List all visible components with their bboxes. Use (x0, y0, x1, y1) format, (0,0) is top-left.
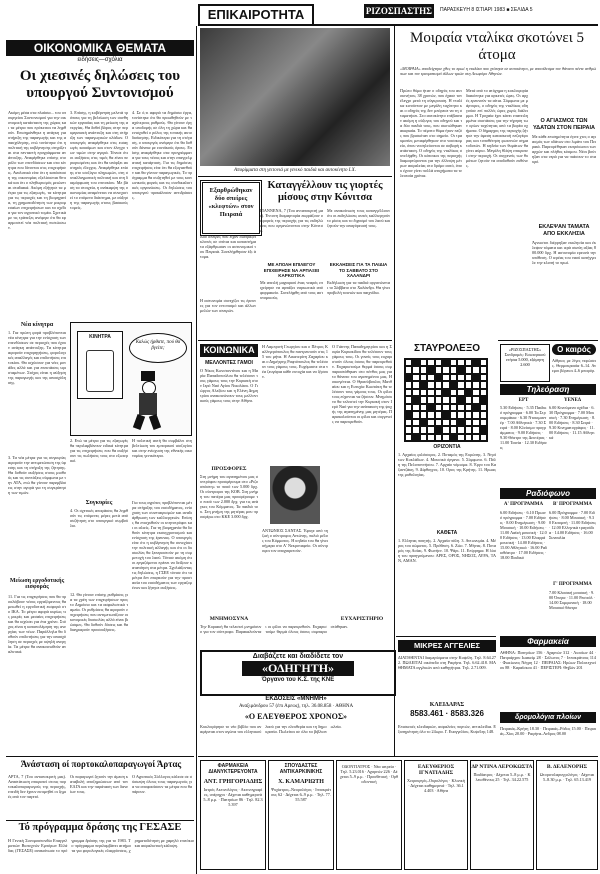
classifieds-body: ΔΙΑΤΙΘΕΝΤΑΙ διαμερίσματα στην Κυψέλη. Τηλ. 8.64.272. ΠΩΛΕΙΤΑΙ οικόπεδο στη Ραφήνα. Τηλ. 6.62.418. ΜΑΘΗΜΑΤΑ αγγλικών από καθηγήτρια. Τηλ. 2.71.009. (398, 655, 496, 670)
social-body-4: ΑΝΤΩΝΙΟΣ ΣΑΝΤΑΣ. Έφυγε από τη ζωή ο σύντροφος Αντώνης, παλιό μέλος του Κόμματος. Η κηδεία του θα γίνει σήμερα στο Α' Νεκροταφείο. Οι σύντροφοι τον αποχαιρετούν. (262, 528, 328, 553)
social-body-5: Ο Γιάννης Παπαδημητρίου και η Σοφία Κυριακίδου θα τελέσουν τους γάμους τους. Οι γονείς τους ευχαριστούν όλους όσους θα παρευρεθούν. Ευχαριστούμε θερμά όσους συμπαραστάθηκαν στο πένθος μας για το θάνατο του αγαπημένου μας. Η οικογένεια. Ο Θρασύβουλος Ματθαίου και η Ευτυχία Κωστάκη θα τελέσουν τους γάμους τους. Οι φίλοι τους εύχονται να ζήσουν. Μνημόσυνο θα τελεστεί την Κυριακή στον Ιερό Ναό για την ανάπαυση της ψυχής της αγαπημένης μας μητέρας. Παρακαλούνται οι φίλοι και συγγενείς να παρευρεθούν. (332, 344, 392, 424)
right-sub-2: ΕΚΛΕΨΑΝ ΤΑΜΑΤΑ ΑΠΟ ΕΚΚΛΗΣΙΑ (538, 224, 590, 237)
left-subhead-2: Συγκυρίες (85, 500, 113, 506)
rubric-sub: ειδήσεις—σχόλια (77, 57, 123, 63)
cartoon-sign-text: ΚΙΝΗΤΡΑ (89, 334, 111, 340)
mid-sub-2: ΕΚΚΛΗΣΕΙΣ ΓΙΑ ΤΑ ΠΑΙΔΙΑ ΤΟ ΣΑΒΒΑΤΟ ΣΤΟ ΧΑΛΑΝΔΡΙ (329, 262, 388, 278)
ships-banner: δρομολόγια πλοίων (500, 712, 596, 723)
left-rule-2 (6, 820, 194, 821)
police-box (200, 180, 262, 236)
tv-list-2: 6.00 Κινούμενα σχέδια · 6.30 Πρόγραμμα · 7.00 Μουσική · 7.30 Ενημέρωση · 8.00 Ειδήσεις · 8.30 Σειρά · 9.30 Κινηματογράφος · 11.00 Ειδήσεις · 11.15 Αθλητικά (549, 405, 596, 440)
footer-ad-2-name: Χ. ΚΑΜΑΡΙΩΤΗ (278, 779, 324, 785)
left-body-4: 1. Για πρώτη φορά προβλέπονται νέα κίνητρα για την ενίσχυση των επενδύσεων σε περιοχές που έχουν ανάγκη ανάπτυξης. Τα κίνητρα αφορούν επιχορηγήσεις, φορολογικές απαλλαγές και επιδοτήσεις επιτοκίου. Θα ισχύσουν για νέες μονάδες αλλά και για επεκτάσεις υφισταμένων. Στόχος είναι η αύξηση της παραγωγής και της απασχόλησης. (8, 330, 66, 385)
footer-ad-5-name: ΔΡ ΝΤΙΝΑ ΛΕΡΟΚΩΣΤΑ (471, 764, 533, 770)
left-body-12: ΑΡΤΑ, 7 (Του ανταποκριτή μας). Αναστάτωση επικρατεί στους πορτοκαλοπαραγωγούς της περιοχής, επειδή δεν έχουν εκτιμηθεί οι ζημιές από τον παγετό. (8, 774, 66, 799)
footer-ad-5-body: Παιδίατρος · Δέχεται 5–8 μ.μ. · Κλεισθένους 25 · Τηλ. 34.22.575 (473, 772, 531, 782)
pub-line: ΕΚΔΟΣΕΙΣ «ΜΝΗΜΗ» (265, 696, 327, 702)
mid-body-1: ΓΙΑΝΝΕΝΑ, 7 (Του ανταποκριτή μας). Έντονη διαμαρτυρία εκφράζουν οι φορείς της περιοχής για τις εκδηλώσεις που οργανώνονται στην Κόνιτσα. (260, 208, 323, 233)
mid-body-3: Με απειλή μαχαιριού ένας νεαρός επιχείρησε να αρπάξει ναρκωτικά από φαρμακείο. Συνελήφθη από τους αστυνομικούς. (260, 280, 323, 300)
left-rule-1 (6, 756, 194, 757)
footer-ad-6 (536, 760, 598, 870)
mid-rule-2 (198, 340, 392, 341)
left-headline: Οι χιεσινές δηλώσεις του υπουργού Συντονισμού (19, 68, 181, 101)
footer-ad-1-name: ΑΝΤ. ΓΡΗΓΟΡΙΑΔΗΣ (203, 779, 263, 785)
mid-sub-1: ΜΕ ΑΠΟΛΗ ΕΠΙΛΕΓΟΥ ΕΠΙΧΕΙΡΗΣΕ ΝΑ ΑΡΠΑΞΕΙ ΚΑΡΚΟΤΙΚΑ (263, 262, 320, 278)
left-body-2: 3. Επίσης, η κυβέρνηση μελετά τρόπους για τη βελτίωση των συνθηκών εργασίας και τη μείωση της ανεργίας. Θα δοθεί βάρος στην περιφερειακή ανάπτυξη και στη στήριξη των παραγωγικών κλάδων. Ο υπουργός αναφέρθηκε στις εισαγωγές καυσίμων και στον έλεγχο των τιμών στην αγορά. Τόνισε ότι οι αυξήσεις στις τιμές θα είναι περιορισμένες και ότι θα υπάρξει αυστηρός έλεγχος. Αναφέρθηκε επίσης στο ισοζύγιο πληρωμών, στη συναλλαγματική πολιτική και στη διαμόρφωση του επιτοκίου. Με βάση τα στοιχεία, η ανάκαμψη της οικονομίας αναμένεται να συνεχιστεί το επόμενο διάστημα, με αύξηση της παραγωγής στους βασικούς τομείς. (70, 110, 128, 210)
footer-ad-1-title: ΦΑΡΜΑΚΕΙΑ ΔΙΑΝΥΚΤΕΡΕΥΟΝΤΑ (208, 763, 258, 775)
tv-list-1: 5.30 Ειδήσεις · 5.35 Παιδικό πρόγραμμα · 6.00 Τα Στρουμφάκια · 6.30 Ντοκιμαντέρ · 7.00 Αθλητικά · 7.30 Σειρά · 8.00 Κλείσιμο προγράμματος · 9.00 Ειδήσεις · 9.30 Θέατρο της Δευτέρας · 11.00 Ταινία · 12.30 Ειδήσεις (500, 405, 547, 450)
left-bottom-headline-2: Τό πρόγραμμα δράσης της ΓΕΣΑΣΕ (18, 822, 182, 833)
crossword-clues-2: 1. Ελληνας ποιητής. 2. Αρχαία πόλη. 3. Αντωνυμία. 4. Μέρος του σώματος. 5. Πρόθεση. 6. Ζώο. 7. Μήνας. 8. Ποταμός της Ασίας. 9. Φωνήεν. 10. Ψάρι. 11. Επίρρημα. Η λύση του προηγούμενου: ΑΡΕΣ, ΟΡΟΣ, ΝΗΣΟΣ, ΛΥΡΑ, ΤΑΝ, ΑΜΑΝ. (398, 538, 496, 563)
pub-body: Κυκλοφόρησε το νέο βιβλίο που αναφέρεται στον αγώνα του ελληνικού λαού για την ελευθερία και τη δημοκρατία. Πωλείται σε όλα τα βιβλιοπωλεία. (200, 724, 342, 734)
left-body-10: 11. Για τις επιχειρήσεις που θα προσλάβουν νέους εργαζόμενους θα μειωθεί η εργοδοτική εισφορά στο ΙΚΑ. Το μέτρο αφορά κυρίως τις μικρές και μεσαίες επιχειρήσεις και θα ισχύσει για ένα χρόνο. Στόχος είναι η καταπολέμηση της ανεργίας των νέων. Παράλληλα θα δοθούν επιδοτήσεις για την απασχόληση σε περιοχές με υψηλή ανεργία. Τα μέτρα θα ανακοινωθούν αναλυτικά. (8, 594, 66, 654)
right-body-3: Με κάθε επισημότητα έγινε χτες ο αγιασμός των υδάτων στο λιμάνι του Πειραιά. Παρευρέθηκαν εκπρόσωποι των αρχών και πλήθος κόσμου. Νέοι βούτηξαν στα νερά για να πιάσουν το σταυρό. (532, 134, 596, 164)
radio-list-1: 6.00 Ειδήσεις · 6.10 Πρωινό πρόγραμμα · 7.00 Ειδήσεις · 8.00 Ενημέρωση · 9.00 Μουσική · 10.00 Ειδήσεις · 11.00 Λαϊκή μουσική · 12.00 Ειδήσεις · 13.00 Ελαφρά μουσική · 14.00 Ειδήσεις · 15.00 Αθλητικά · 16.00 Ραδιοθέατρο · 17.00 Ειδήσεις · 18.00 Παιδικό (500, 510, 547, 560)
left-body-6: Η πολιτική αυτή θα συμβάλει στη βελτίωση του εμπορικού ισοζυγίου και στην ενίσχυση της εθνικής οικονομίας γενικότερα. (132, 438, 192, 458)
header-rule (198, 24, 598, 26)
weather-body: Αίθριος με λίγες νεφώσεις. Θερμοκρασία 6–14. Ανεμοι βόρειοι 4–6 μποφόρ. (552, 358, 596, 373)
radio-sub-1: Α' ΠΡΟΓΡΑΜΜΑ (503, 502, 544, 507)
rizos-subscribe-box (500, 344, 550, 382)
ad-line-2: Όργανο του Κ.Σ. της ΚΝΕ (261, 677, 335, 683)
radio-list-3: 7.00 Κλασική μουσική · 9.00 Όπερα · 11.00 Ρεσιτάλ · 14.00 Συμφωνική · 18.00 Μουσικό θέατρο (549, 590, 596, 610)
portrait-photo (270, 466, 320, 524)
pub-address: Αναξιμάνδρου 57 (έπι Αρεως), τηλ. 36.08.858 · ΑΘΗΝΑ (238, 704, 354, 709)
left-body-15: Η Γενική Συνομοσπονδία Επαγγελματιών Βιοτεχνών Εμπόρων Ελλάδας (ΓΕΣΑΣΕ) ανακοίνωσε το πρόγραμμα δράσης της για το 1983. Το πρόγραμμα περιλαμβάνει αιτήματα για φορολογικές ελαφρύνσεις, χρηματοδότηση με χαμηλό επιτόκιο και ασφαλιστική κάλυψη. (8, 838, 194, 853)
classifieds-banner: ΜΙΚΡΕΣ ΑΓΓΕΛΙΕΣ (398, 640, 496, 652)
crossword-down: ΚΑΘΕΤΑ (436, 530, 458, 536)
left-body-13: Οι παραγωγοί ζητούν την άμεση καταβολή αποζημιώσεων από τον ΕΛΓΑ και την παράταση των δανείων τους. (70, 774, 128, 794)
footer-ad-6-name: Β. ΔΕΛΕΝΟΡΗΣ (546, 764, 588, 770)
radio-sub-2: Β' ΠΡΟΓΡΑΜΜΑ (553, 502, 592, 507)
police-box-title: Εξαρθρώθηκαν δύο σπείρες «κλεφτών» στον Πειραιά (208, 187, 254, 218)
left-body-14: Ο Αγροτικός Σύλλογος κάλεσε σε σύσκεψη όλους τους παραγωγούς για να αποφασίσουν τα μέτρα που θα πάρουν. (132, 774, 192, 794)
kleid-phone: 8583.461 · 8583.326 (410, 709, 484, 718)
left-body-9: Για τους αγρότες προβλέπονται μέτρα στήριξης του εισοδήματος, ενίσχυση των συνεταιρισμών και αναδιάρθρωση των καλλιεργειών. Επίσης θα ενισχυθούν οι κτηνοτρόφοι και οι αλιείς. Για τη βιομηχανία θα δοθούν κίνητρα εκσυγχρονισμού και ενίσχυση της έρευνας. Ο υπουργός είπε ότι η κυβέρνηση θα συνεχίσει την πολιτική αλλαγής και ότι οι δυσκολίες θα ξεπεραστούν με τη συμμετοχή του λαού. Τόνισε ακόμη ότι οι εργαζόμενοι πρέπει να δείξουν κατανόηση στα μέτρα. Σχολιάζοντας τις δηλώσεις, η ΓΣΕΕ τόνισε ότι τα μέτρα δεν επαρκούν για την προστασία του εισοδήματος των εργαζομένων και ζήτησε αυξήσεις. (132, 500, 192, 590)
footer-ad-6-body: Ωτορινολαρυγγολόγος · Δέχεται 5–8.30 μ.μ. · Τηλ. 65.13.419 (539, 772, 595, 782)
cartoon-bubble-text: Καλώς ήρθατε, πού θα βγείτε; (135, 340, 181, 351)
left-body-7: 3. Τα νέα μέτρα για τις συγκυρίες αφορούν την αντιμετώπιση της ύφεσης και τη στήριξη της ζήτησης. Θα δοθούν αυξήσεις στους μισθούς και τις συντάξεις σύμφωνα με την ΑΤΑ, ενώ θα γίνουν παρεμβάσεις στην αγορά για τη συγκράτηση των τιμών. (8, 455, 66, 495)
memorial-body: Την Κυριακή θα τελεστεί μνημόσυνο για τον σύντροφο. Παρακαλούνται οι φίλοι να παρευρεθούν. Ευχαριστούμε θερμά όλους όσους συμπαραστάθηκαν. (200, 624, 349, 634)
cartoon-sign (77, 331, 123, 399)
memorial-sub: ΜΝΗΜΟΣΥΝΑ (209, 616, 249, 622)
footer-rule (198, 756, 598, 757)
ad-line-1: Διαβάζετε και διαδίδετε τον (252, 653, 344, 660)
kleid-body: Επισκευές κλειδαριών, ασφαλείες πορτών, αντικλείδια. Εξυπηρέτηση όλο το 24ωρο. Γ. Ευαγγελίου, Κυψέλης 148. (398, 724, 496, 734)
mid-rule-1 (198, 176, 392, 177)
mid-rule-3 (396, 636, 496, 637)
footer-ad-4 (404, 760, 468, 870)
social-body-2: Στη μνήμη του αγαπημένου μας συντρόφου προσφέρουμε στο «Ριζοσπάστη» το ποσό των 5.000 δρχ. Οι σύντροφοι της ΚΟΒ. Στη μνήμη του πατέρα μας προσφέρουμε το ποσό των 2.000 δρχ. για τις ανάγκες του Κόμματος. Τα παιδιά του. Στη μνήμη της μητέρας μου προσφέρω στο ΚΚΕ 3.000 δρχ. (200, 474, 258, 519)
social-body-1: Ο Νίκος Κωνσταντίνου και η Μαρία Παπαδοπούλου θα τελέσουν τους γάμους τους την Κυριακή στον Ιερό Ναό Αγίου Νικολάου. Ο Γιώργος Αλεξίου και η Ελένη Δημητρίου ανακοινώνουν τους μελλοντικούς γάμους τους στην Αθήνα. (200, 368, 258, 403)
left-bottom-headline: Άνάσταση οί πορτοκαλοπαραγωγοί Άρτας (20, 759, 182, 769)
thanks-sub: ΕΥΧΑΡΙΣΤΗΡΙΟ (340, 616, 384, 622)
right-body-1: Πρώτο θύμα ήταν ο οδηγός του αυτοκινήτου, 38 χρονών, που έχασε τον έλεγχο μετά τη σύγκρουση. Η νταλίκα κινούνταν με μεγάλη ταχύτητα και ο οδηγός της δεν μπόρεσε να τη σταματήσει. Στο αυτοκίνητο επέβαιναν ακόμη η σύζυγος του οδηγού και τα δύο παιδιά τους, που σκοτώθηκαν ακαριαία. Το πέμπτο θύμα ήταν πεζός που βρισκόταν στο σημείο. Οι τραυματίες μεταφέρθηκαν στο νοσοκομείο, όπου νοσηλεύονται σε σοβαρή κατάσταση. Ο οδηγός της νταλίκας συνελήφθη. Οι κάτοικοι της περιοχής διαμαρτύρονται για την έλλειψη μέτρων ασφαλείας στο δρόμο αυτό, όπου έχουν γίνει πολλά ατυχήματα τα τελευταία χρόνια. (400, 88, 462, 178)
left-body-11: 12. Θα γίνουν επίσης ρυθμίσεις για τα χρέη των επιχειρήσεων προς το Δημόσιο και τα ασφαλιστικά ταμεία. Οι ρυθμίσεις θα αφορούν επιχειρήσεις που αντιμετωπίζουν οικονομικές δυσκολίες αλλά είναι βιώσιμες. Θα δοθούν δόσεις και θα διαγραφούν προσαυξήσεις. (70, 592, 128, 632)
right-sub-1: Ο ΑΓΙΑΣΜΟΣ ΤΩΝ ΥΔΑΤΩΝ ΣΤΟΝ ΠΕΙΡΑΙΑ (532, 118, 596, 131)
footer-ad-3 (336, 760, 402, 870)
tv-sub-2: ΥΕΝΕΔ (563, 398, 582, 403)
right-intro: «ΜΟΙΡΑΙΑ» αποδείχτηκε χθες το πρωί η νταλίκα που χτύπησε σε αυτοκίνητο, με αποτέλεσμα τον θάνατο πέντε ανθρώπων και τον τραυματισμό άλλων τριών στη Λεωφόρο Αθηνών. (400, 66, 596, 76)
police-body: Δύο σπείρες που είχαν διαπράξει κλοπές σε σπίτια και καταστήματα εξάρθρωσαν οι αστυνομικοί του Πειραιά. Συνελήφθησαν έξι άτομα. (200, 234, 256, 259)
cartoon-figure (133, 371, 163, 429)
cartoon-bubble (129, 333, 187, 363)
left-subhead-1: Νέα κίνητρα (20, 322, 54, 328)
footer-ad-1 (200, 760, 266, 870)
left-body-3: 4. Σε ό,τι αφορά τα δημόσια έργα, τονίστηκε ότι θα προωθηθούν με ταχύτερους ρυθμούς. Θα γίνουν έργα υποδομής σε όλη τη χώρα και θα ενισχυθεί ο ρόλος της τοπικής αυτοδιοίκησης. Ειδικότερα για τη στέγαση, ο υπουργός ανέφερε ότι θα δοθούν δάνεια με ευνοϊκούς όρους. Επίσης αναφέρθηκε στα προγράμματα για τους νέους και στην επαγγελματική κατάρτιση. Για τις δημόσιες επιχειρήσεις είπε ότι θα εξυγιανθούν και θα γίνουν παραγωγικές. Το πρόγραμμα θα συζητηθεί με τους κοινωνικούς φορείς και τις συνδικαλιστικές οργανώσεις. Οι δηλώσεις του υπουργού προκάλεσαν αντιδράσεις. (132, 110, 192, 200)
left-body-8: 4. Οι σχετικές αποφάσεις θα ληφθούν τις επόμενες μέρες μετά από συζήτηση στο υπουργικό συμβούλιο. (70, 508, 128, 528)
ships-list: Πειραιάς–Κρήτη 18.30 · Πειραιάς–Ρόδος 15.00 · Πειραιάς–Χίος 20.00 · Ραφήνα–Ανδρος 08.00 (500, 726, 596, 736)
cartoon (70, 322, 192, 436)
footer-ad-4-name: ΕΛΕΥΘΕΡΙΟΣ ΙΓΝΑΤΙΑΔΗΣ (417, 764, 455, 776)
pharmacy-banner: Φαρμακεία (500, 636, 596, 647)
right-body-2: Μετά από το ατύχημα η κυκλοφορία διακόπηκε για αρκετές ώρες. Οι αρχές ερευνούν τα αίτια. Σύμφωνα με μάρτυρες, ο οδηγός της νταλίκας οδηγούσε επί πολλές ώρες χωρίς διάλειμμα. Η Τροχαία έχει κάνει επανειλημμένα συστάσεις για την τήρηση των ορίων ταχύτητας από τα βαρέα οχήματα. Ο δήμαρχος της περιοχής ζήτησε την άμεση κατασκευή πεζογέφυρας και τοποθέτηση φωτεινών σηματοδοτών. Η κηδεία των θυμάτων θα γίνει αύριο. Μεγάλη θλίψη επικρατεί στην περιοχή. Οι συγγενείς των θυμάτων ζητούν να αποδοθούν ευθύνες. (466, 88, 528, 168)
rizos-subscribe-text: «ΡΙΖΟΣΠΑΣΤΗΣ» Συνδρομές: Εσωτερικού ετήσια 5.000, εξάμηνη 2.600 (504, 347, 546, 367)
mid-body-4: Εκδήλωση για τα παιδιά οργανώνεται το Σάββατο στο Χαλάνδρι. Θα γίνει προβολή ταινιών και παιχνίδια. (327, 280, 390, 295)
radio-banner: Ραδιόφωνο (500, 488, 596, 499)
crossword-across: ΟΡΙΖΟΝΤΙΑ (433, 444, 461, 450)
mid-body-2: Με ανακοίνωση τους καταγγέλλουν ότι οι εκδηλώσεις αυτές καλλιεργούν το μίσος και το διχασμό του λαού και ζητούν την απαγόρευσή τους. (327, 208, 390, 228)
social-banner: ΚΟΙΝΩΝΙΚΑ (200, 344, 258, 357)
ad-name: «ΟΔΗΓΗΤΗ» (242, 661, 354, 676)
social-body-3: Η Λαμπρινή Γεωργίου και ο Πέτρος Καλλιγερόπουλος θα παντρευτούν στις 15 του μήνα. Η Αικατερίνη Ζαχαρίου και ο Δημήτρης Ραφτόπουλος θα τελέσουν τους γάμους τους. Ευχόμαστε στα νέα ζευγάρια κάθε ευτυχία και να ζήσουν. (262, 344, 328, 379)
left-subhead-3: Μείωση εργοδοτικής εισφοράς (9, 578, 65, 590)
social-sub: ΜΕΛΛΟΝΤΕΣ ΓΑΜΟΙ (205, 360, 253, 366)
kleid-label: ΚΛΕΙΔΑΡΑΣ (429, 702, 465, 708)
crossword-clues-1: 1. Αρχαίος φιλόσοφος. 2. Ποταμός της Ευρώπης. 3. Νησί των Κυκλάδων. 4. Μουσικό όργανο. 5. Σύμφωνο. 6. Πόλη της Πελοποννήσου. 7. Αρχαίο νόμισμα. 8. Έργο του Καζαντζάκη. 9. Δίφθογγος. 10. Ορος της Κρήτης. 11. Ηρωας της μυθολογίας. (398, 452, 496, 477)
col-divider-1 (196, 26, 197, 874)
news-photo (200, 28, 390, 166)
col-divider-2 (394, 340, 395, 756)
funeral-sub: ΠΡΟΣΦΟΡΕΣ (211, 466, 247, 472)
right-body-4: Άγνωστοι διέρρηξαν εκκλησία και έκλεψαν τάματα και ιερά σκεύη αξίας 800.000 δρχ. Η αστυνομία ερευνά την υπόθεση. Ο ιερέας του ναού κατήγγειλε την κλοπή το πρωί. (532, 240, 596, 265)
footer-ad-4-body: Χειρουργός–Ουρολόγος · Κλινική · Δέχεται καθημερινά · Τηλ. 36.14.403 · Αθήνα (407, 778, 465, 793)
left-body-1: Ακόμη μέσα στα πλαίσια... του υπουργείου Συντονισμού για την οικονομική κατάσταση της χώρας και τα μέτρα που πρόκειται να ληφθούν. Επισημάνθηκε η ανάγκη για στήριξη της παραγωγής και της απασχόλησης, ενώ τονίστηκε ότι η πολιτική της κυβέρνησης στηρίζεται στα πενταετή προγράμματα ανάπτυξης. Αναφέρθηκε επίσης στο ρόλο των επενδύσεων και στα κίνητρα που δίνονται στις επιχειρήσεις. Αναλυτικά είπε ότι η κατάσταση της οικονομίας εξελίσσεται θετικά και ότι ο πληθωρισμός μειώνεται σταδιακά. Ακόμη εξήγησε τα μέτρα για τις εξαγωγές, τα κίνητρα για τις περιοχές και τη βιομηχανία, τη χρηματοδότηση των μικρομεσαίων επιχειρήσεων και τα σχέδια για τον αγροτικό τομέα. Σχετικά με τις τράπεζες ανέφερε ότι θα εφαρμοστεί νέα πολιτική πιστώσεων. (8, 110, 66, 230)
rubric-banner: ΟΙΚΟΝΟΜΙΚΑ ΘΕΜΑΤΑ (6, 40, 194, 56)
dateline: ΠΑΡΑΣΚΕΥΗ 8 ΙΣΤΙΑΡΙ 1983 ■ ΣΕΛΙΔΑ 5 (440, 7, 533, 13)
footer-ad-2-body: Ψυχίατρος–Νευρολόγος · Ιπποκράτους 62 · Δέχεται 6–9 μ.μ. · Τηλ. 77.55.587 (271, 787, 332, 802)
mid-headline: Καταγγέλλουν τις γιορτές μίσους στην Κόνιτσα (267, 180, 383, 203)
footer-ad-1-body: Ιατρός Ακτινολόγος · Ακτινογραφίες, υπέρηχοι · Δέχεται καθημερινά 5–8 μ.μ. · Πατησίων 86 · Τηλ. 82.35.397 (203, 787, 263, 807)
radio-list-2: 6.00 Πρόγραμμα · 7.00 Ειδήσεις · 8.00 Μουσική · 9.30 Εκπομπή · 11.00 Ειδήσεις · 12.00 Ελληνικά τραγούδια · 14.00 Ειδήσεις · 16.00 Συναυλία (549, 510, 596, 540)
photo-caption: Απορίμματα στη γειτονιά με γενικό παιδιά και αυτοκίνητο Ι.Χ. (234, 168, 356, 173)
weather-banner: Ο καιρός (552, 344, 596, 355)
col-divider-3 (394, 26, 395, 340)
pub-book: «Ο ΕΛΕΥΘΕΡΟΣ ΧΡΟΝΟΣ» (244, 712, 348, 721)
footer-ad-5 (470, 760, 534, 870)
odigitis-ad (200, 650, 396, 696)
masthead: ΡΙΖΟΣΠΑΣΤΗΣ (365, 6, 433, 16)
crossword-title: ΣΤΑΥΡΟΛΕΞΟ (413, 343, 481, 354)
footer-ad-2 (268, 760, 334, 870)
pharmacy-list: ΑΘΗΝΑ: Πατησίων 156 · Αχαρνών 312 · Λιοσίων 44 · Πατριάρχου Ιωακείμ 28 · Σόλωνος 7 · Ιπποκράτους 114 · Φωκίωνος Νέγρη 12 · ΠΕΙΡΑΙΑΣ: Ηρώων Πολυτεχνείου 88 · Καραΐσκου 41 · ΠΕΡΙΣΤΕΡΙ: Θηβών 201 (500, 650, 596, 670)
footer-ad-2-title: ΣΠΟΥΔΑΣΤΕΣ ΑΝΤΙΚΑΡΚΙΝΙΚΗΣ (279, 763, 323, 775)
tv-sub-1: ΕΡΤ (518, 398, 529, 403)
left-body-5: 2. Ενώ τα μέτρα για τις εξαγωγές θα περιλαμβάνουν ειδικά κίνητρα για τις επιχειρήσεις που θα αυξήσουν τις πωλήσεις τους στο εξωτερικό. (70, 438, 128, 463)
crossword-grid (404, 358, 488, 442)
right-rule-1 (498, 340, 598, 341)
section-title: ΕΠΙΚΑΙΡΟΤΗΤΑ (207, 7, 305, 22)
tv-banner: Τηλεόραση (500, 384, 596, 395)
mid-body-5: Η αστυνομία συνεχίζει τις έρευνες για τον εντοπισμό και άλλων μελών των σπειρών. (200, 298, 256, 313)
radio-sub-3: Γ' ΠΡΟΓΡΑΜΜΑ (553, 582, 592, 587)
footer-ad-3-body: ΟΔΟΝΤΙΑΤΡΟΣ · Νέα ιατρεία · Τηλ. 5.23.016 · Αχαρνών 226 · Δέχεται 5–9 μ.μ. · Προσθετική · Ορθοδοντική (340, 764, 399, 784)
right-headline: Μοιραία νταλίκα σκοτώνει 5 άτομα (410, 30, 584, 63)
section-header (198, 4, 314, 26)
